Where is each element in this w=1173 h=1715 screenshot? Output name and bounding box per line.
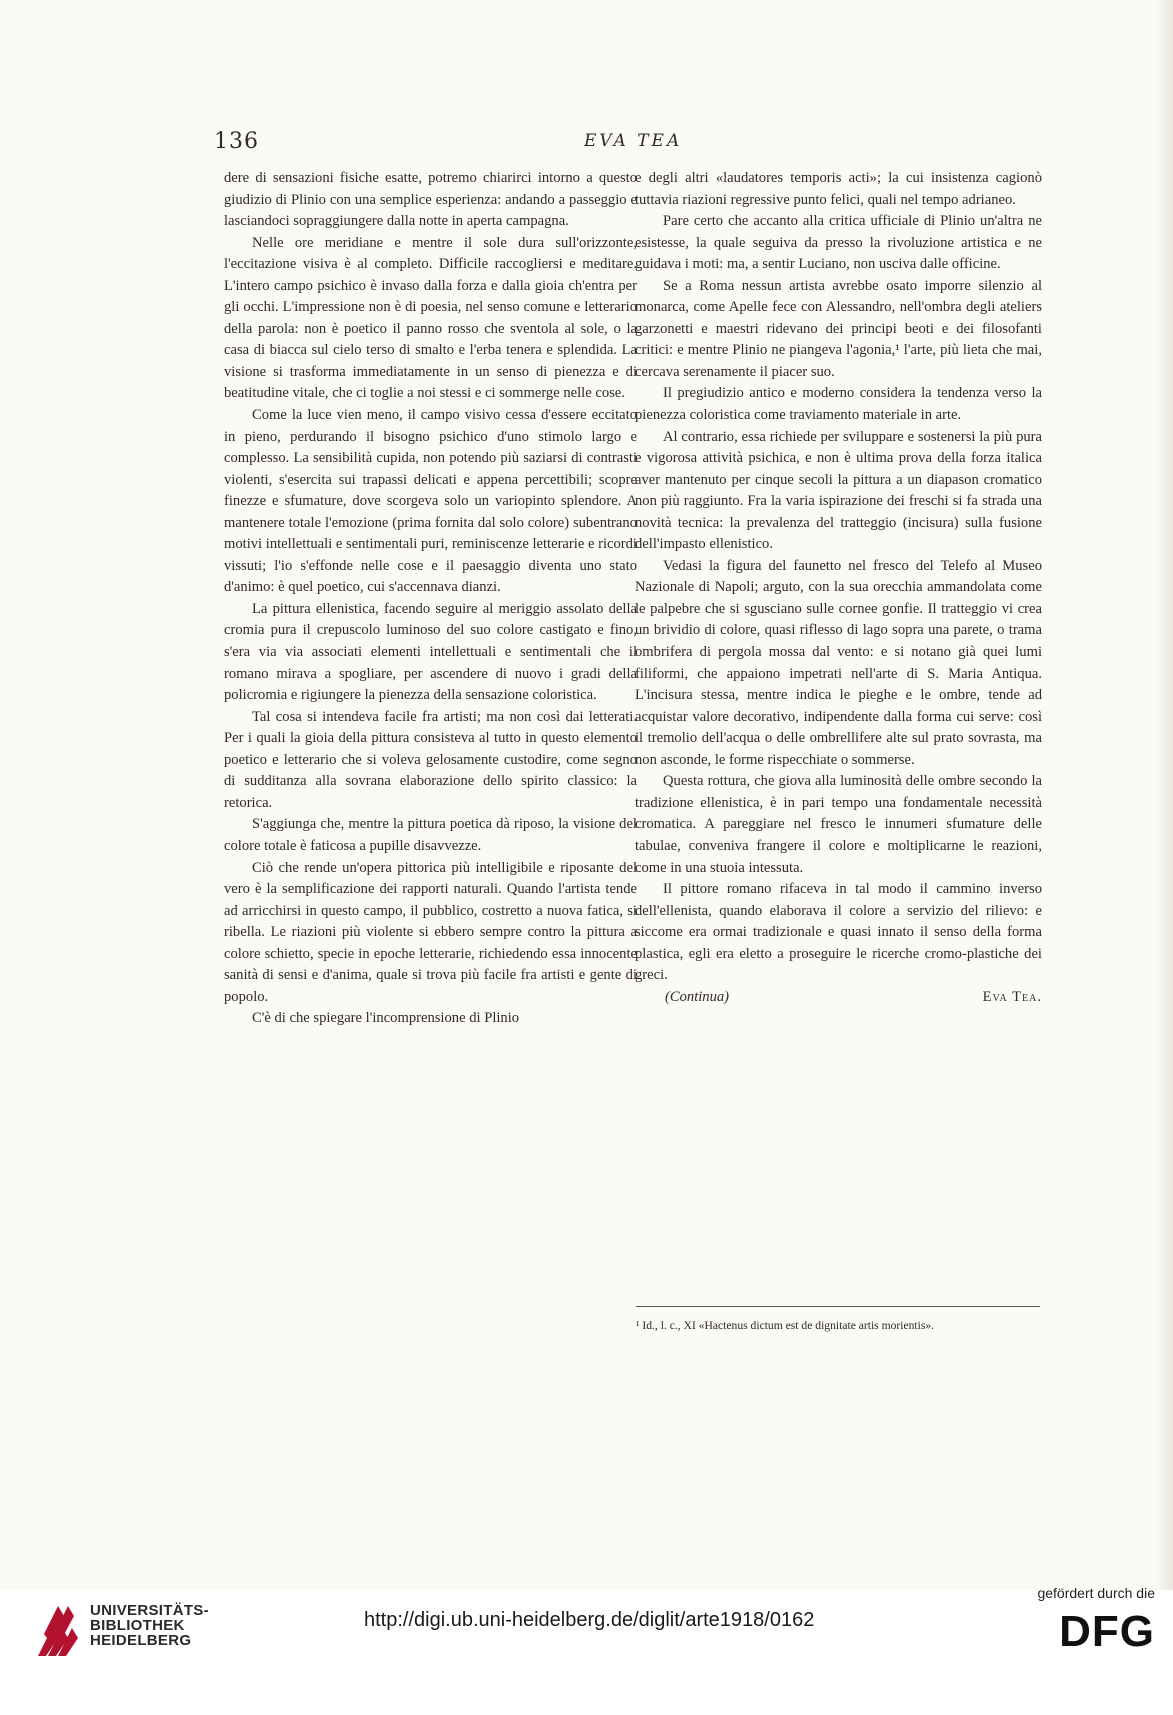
paragraph: Se a Roma nessun artista avrebbe osato imporre silenzio al monarca, come Apelle fece con Alessandro, nell'ombra degli ateliers garzonetti e maestri ridevano dei principi beoti e dei filosofanti critici: e mentre Plinio ne piangeva l'agonia,¹ l'arte, più lieta che mai, cercava serenamente il piacer suo. [635,277,1042,380]
paragraph: Il pittore romano rifaceva in tal modo il cammino inverso dell'ellenista, quando elaborava il colore a servizio del rilievo: e siccome era ormai tradizionale e quasi innato il senso della forma plastica, egli era eletto a proseguire le ricerche cromo-plastiche dei greci. [635,881,1042,984]
footnote: ¹ Id., l. c., XI «Hactenus dictum est de dignitate artis morientis». [636,1319,935,1332]
university-library-name [90,1603,209,1648]
university-library-logo-icon [38,1598,80,1656]
permalink-url[interactable]: http://digi.ub.uni-heidelberg.de/diglit/arte1918/0162 [364,1609,815,1631]
paragraph: dere di sensazioni fisiche esatte, potremo chiarirci intorno a questo giudizio di Plinio con una semplice esperienza: andando a passeggio e lasciandoci sopraggiungere dalla notte in aperta campagna. [224,170,637,230]
paragraph: e degli altri «laudatores temporis acti»; la cui insistenza cagionò tuttavia riazioni regressive punto felici, quali nel tempo adrianeo. [635,170,1042,208]
library-line-2: BIBLIOTHEK [90,1617,185,1634]
page-header [214,129,1044,159]
paragraph: Pare certo che accanto alla critica ufficiale di Plinio un'altra ne esistesse, la quale seguiva da presso la rivoluzione artistica e ne guidava i moti: ma, a sentir Luciano, non usciva dalle officine. [635,213,1042,273]
library-line-3: HEIDELBERG [90,1632,192,1649]
continua-label: (Continua) [665,988,730,1005]
paragraph: Questa rottura, che giova alla luminosità delle ombre secondo la tradizione ellenistica, è in pari tempo una fondamentale necessità cromatica. A pareggiare nel fresco le innumeri sfumature delle tabulae, conveniva frangere il colore e moltiplicarne le reazioni, come in una stuoia intessuta. [635,773,1042,876]
author-signature: Eva Tea. [982,988,1042,1005]
paragraph: Ciò che rende un'opera pittorica più intelligibile e riposante del vero è la semplificazione dei rapporti naturali. Quando l'artista tende ad arricchirsi in questo campo, il pubblico, costretto a nuova fatica, si ribella. Le riazioni più violente si ebbero sempre contro la pittura a colore schietto, specie in epoche letterarie, richiedendo essa innocente sanità di sensi e d'anima, quale si trova più facile fra artisti e gente di popolo. [224,859,637,1005]
footnote-rule [636,1306,1040,1307]
paragraph: C'è di che spiegare l'incomprensione di Plinio [252,1010,520,1027]
paragraph: Vedasi la figura del faunetto nel fresco del Telefo al Museo Nazionale di Napoli; arguto, con la sua orecchia ammandolata come le palpebre che si sgusciano sulle cornee gonfie. Il tratteggio vi crea un brividio di colore, quasi riflesso di lago sopra una parete, o trama ombrifera di pergola mossa dal vento: e si notano già quei lumi filiformi, che appaiono impetrati nell'arte di S. Maria Antiqua. L'incisura stessa, mentre indica le pieghe e le ombre, tende ad acquistar valore decorativo, indipendente dalla forma cui serve: così il tremolio dell'acqua o delle ombrellifere alte sul prato sovrasta, ma non asconde, le forme rispecchiate o sommerse. [635,557,1042,768]
library-line-1: UNIVERSITÄTS- [90,1602,209,1619]
paragraph: La pittura ellenistica, facendo seguire al meriggio assolato della cromia pura il crepuscolo luminoso del suo colore castigato e fino, s'era via via associati elementi intellettuali e sentimentali che il romano mirava a spogliare, per ascendere di nuovo i gradi della policromia e rigiungere la pienezza della sensazione coloristica. [224,600,637,704]
paragraph: Come la luce vien meno, il campo visivo cessa d'essere eccitato in pieno, perdurando il bisogno psichico d'uno stimolo largo e complesso. La sensibilità cupida, non potendo più saziarsi di contrasti violenti, s'esercita sui trapassi delicati e appena percettibili; scopre finezze e sfumature, dove scorgeva solo un variopinto splendore. A mantenere totale l'emozione (prima fornita dal solo colore) subentrano motivi intellettuali e sentimentali puri, reminiscenze letterarie e ricordi vissuti; l'io s'effonde nelle cose e il paesaggio diventa uno stato d'animo: è quel poetico, cui s'accennava dianzi. [224,407,637,596]
right-column [635,168,1042,1008]
signature-row [635,987,1042,1009]
paragraph: Tal cosa si intendeva facile fra artisti; ma non così dai letterati. Per i quali la gioia della pittura consisteva al tutto in questo elemento poetico e letterario che si voleva gelosamente custodire, come segno di sudditanza alla sovrana elaborazione dello spirito classico: la retorica. [224,708,637,811]
paragraph: Il pregiudizio antico e moderno considera la tendenza verso la pienezza coloristica come traviamento materiale in arte. [635,385,1042,424]
funded-by-label: gefördert durch die [1037,1585,1155,1601]
running-head: EVA TEA [584,131,683,151]
paragraph: Al contrario, essa richiede per sviluppare e sostenersi la più pura e vigorosa attività psichica, e non è ultima prova della forza italica aver mantenuto per cinque secoli la pittura a un diapason cromatico non più raggiunto. Fra la varia ispirazione dei freschi si fa strada una novità tecnica: la prevalenza del tratteggio (incisura) sulla fusione dell'impasto ellenistico. [635,428,1042,553]
left-column [224,168,637,1030]
paragraph: Nelle ore meridiane e mentre il sole dura sull'orizzonte, l'eccitazione visiva è al completo. Difficile raccogliersi e meditare. L'intero campo psichico è invaso dalla forza e dalla gioia ch'entra per gli occhi. L'impressione non è di poesia, nel senso comune e letterario della parola: non è poetico il panno rosso che sventola al sole, o la casa di biacca sul cielo terso di smalto e l'erba tenera e splendida. La visione si trasforma immediatamente in un senso di pienezza e di beatitudine vitale, che ci toglie a noi stessi e ci sommerge nelle cose. [224,234,637,402]
dfg-logo: DFG [1059,1607,1155,1656]
paragraph: S'aggiunga che, mentre la pittura poetica dà riposo, la visione del colore totale è faticosa a pupille disavvezze. [224,816,637,854]
page-number: 136 [214,129,259,154]
